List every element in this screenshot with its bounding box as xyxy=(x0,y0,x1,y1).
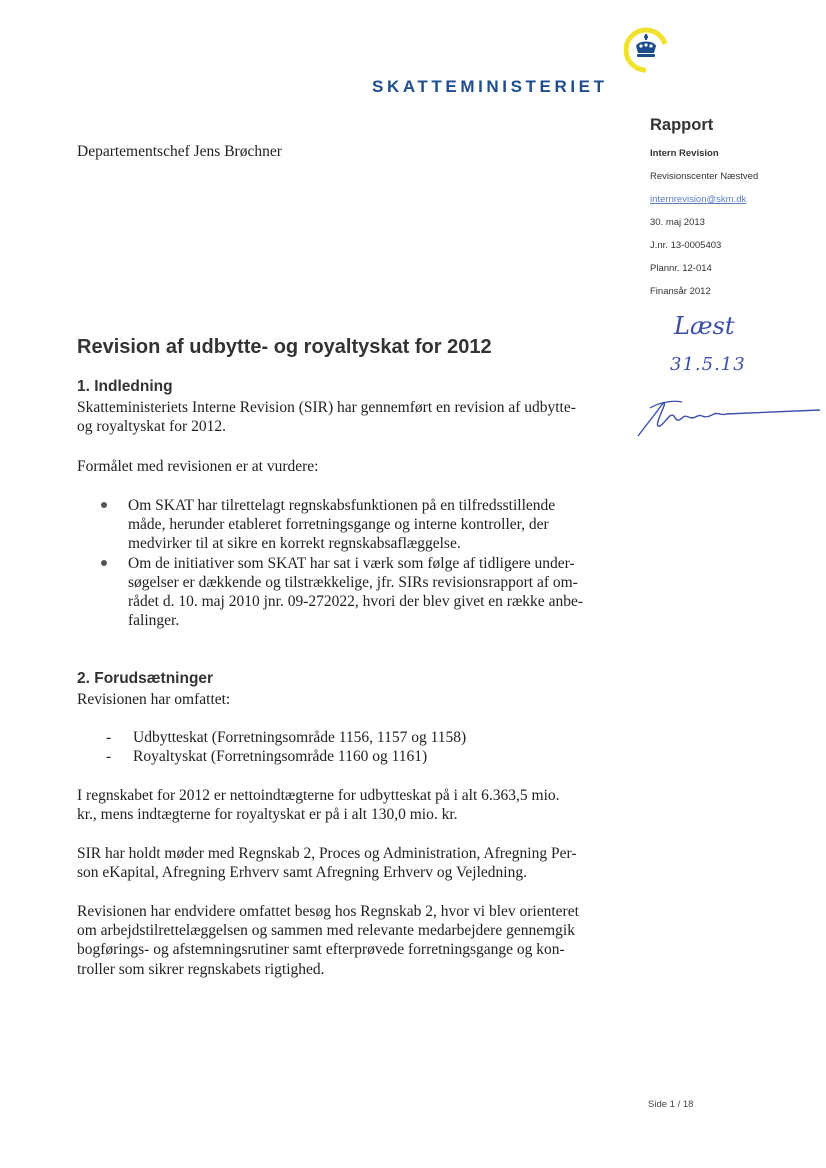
recipient: Departementschef Jens Brøchner xyxy=(77,143,282,160)
list-item xyxy=(100,554,640,631)
text-line: Revisionen har endvidere omfattet besøg hos Regnskab 2, hvor vi blev orienteret xyxy=(77,903,579,920)
revenue-paragraph xyxy=(77,786,627,824)
handwritten-annotation xyxy=(630,312,825,447)
list-item xyxy=(106,728,626,747)
crown-icon xyxy=(624,26,672,74)
annotation-date: 31.5.13 xyxy=(670,354,746,375)
visit-paragraph xyxy=(77,902,627,979)
purpose-text: Formålet med revisionen er at vurdere: xyxy=(77,458,319,475)
text-line: medvirker til at sikre en korrekt regnskabsaflæggelse. xyxy=(128,535,461,553)
bullet-icon xyxy=(101,560,107,566)
text-line: og royaltyskat for 2012. xyxy=(77,418,226,436)
annotation-read: Læst xyxy=(674,312,735,340)
text-line: Om SKAT har tilrettelagt regnskabsfunktionen på en tilfredsstillende xyxy=(128,497,556,514)
ministry-name: SKATTEMINISTERIET xyxy=(372,77,608,96)
text-line: Om de initiativer som SKAT har sat i værk som følge af tidligere under- xyxy=(128,554,575,572)
ministry-logo xyxy=(372,22,662,98)
purpose-bullet-list xyxy=(100,496,640,630)
scope-text: Revisionen har omfattet: xyxy=(77,691,231,708)
center: Revisionscenter Næstved xyxy=(650,171,759,182)
meetings-paragraph xyxy=(77,844,627,882)
text-line: I regnskabet for 2012 er nettoindtægterne for udbytteskat på i alt 6.363,5 mio. xyxy=(77,787,560,804)
text-line: Royaltyskat (Forretningsområde 1160 og 1161) xyxy=(133,748,428,766)
dash-icon: - xyxy=(106,748,112,766)
email-link[interactable]: internrevision@skm.dk xyxy=(650,194,747,205)
text-line: rådet d. 10. maj 2010 jnr. 09-272022, hvori der blev givet en række anbe- xyxy=(128,593,583,611)
document-date: 30. maj 2013 xyxy=(650,217,705,228)
signature-icon xyxy=(630,388,825,448)
intro-paragraph xyxy=(77,398,627,436)
text-line: søgelser er dækkende og tilstrækkelige, jfr. SIRs revisionsrapport af om- xyxy=(128,573,578,591)
bullet-icon xyxy=(101,502,107,508)
text-line: bogførings- og afstemningsrutiner samt efterprøvede forretningsgange og kon- xyxy=(77,941,565,959)
text-line: SIR har holdt møder med Regnskab 2, Proces og Administration, Afregning Per- xyxy=(77,845,577,862)
section-heading-assumptions: 2. Forudsætninger xyxy=(77,670,214,687)
document-type: Rapport xyxy=(650,116,714,134)
fiscal-year: Finansår 2012 xyxy=(650,286,711,297)
department: Intern Revision xyxy=(650,148,719,159)
list-item xyxy=(100,496,640,554)
text-line: Udbytteskat (Forretningsområde 1156, 1157 og 1158) xyxy=(133,729,467,746)
document-title: Revision af udbytte- og royaltyskat for 2012 xyxy=(77,336,492,358)
section-heading-introduction: 1. Indledning xyxy=(77,378,173,395)
dash-icon: - xyxy=(106,729,112,746)
page-number: Side 1 / 18 xyxy=(648,1099,694,1110)
document-meta xyxy=(650,116,820,309)
scope-list xyxy=(106,728,626,766)
text-line: falinger. xyxy=(128,612,180,630)
journal-number: J.nr. 13-0005403 xyxy=(650,240,722,251)
text-line: kr., mens indtægterne for royaltyskat er på i alt 130,0 mio. kr. xyxy=(77,806,458,824)
list-item xyxy=(106,747,626,766)
text-line: om arbejdstilrettelæggelsen og sammen med relevante medarbejdere gennemgik xyxy=(77,922,575,940)
text-line: son eKapital, Afregning Erhverv samt Afregning Erhverv og Vejledning. xyxy=(77,864,527,882)
text-line: Skatteministeriets Interne Revision (SIR) har gennemført en revision af udbytte- xyxy=(77,399,576,416)
text-line: troller som sikrer regnskabets rigtighed. xyxy=(77,960,325,978)
text-line: måde, herunder etableret forretningsgange og interne kontroller, der xyxy=(128,516,549,534)
plan-number: Plannr. 12-014 xyxy=(650,263,712,274)
